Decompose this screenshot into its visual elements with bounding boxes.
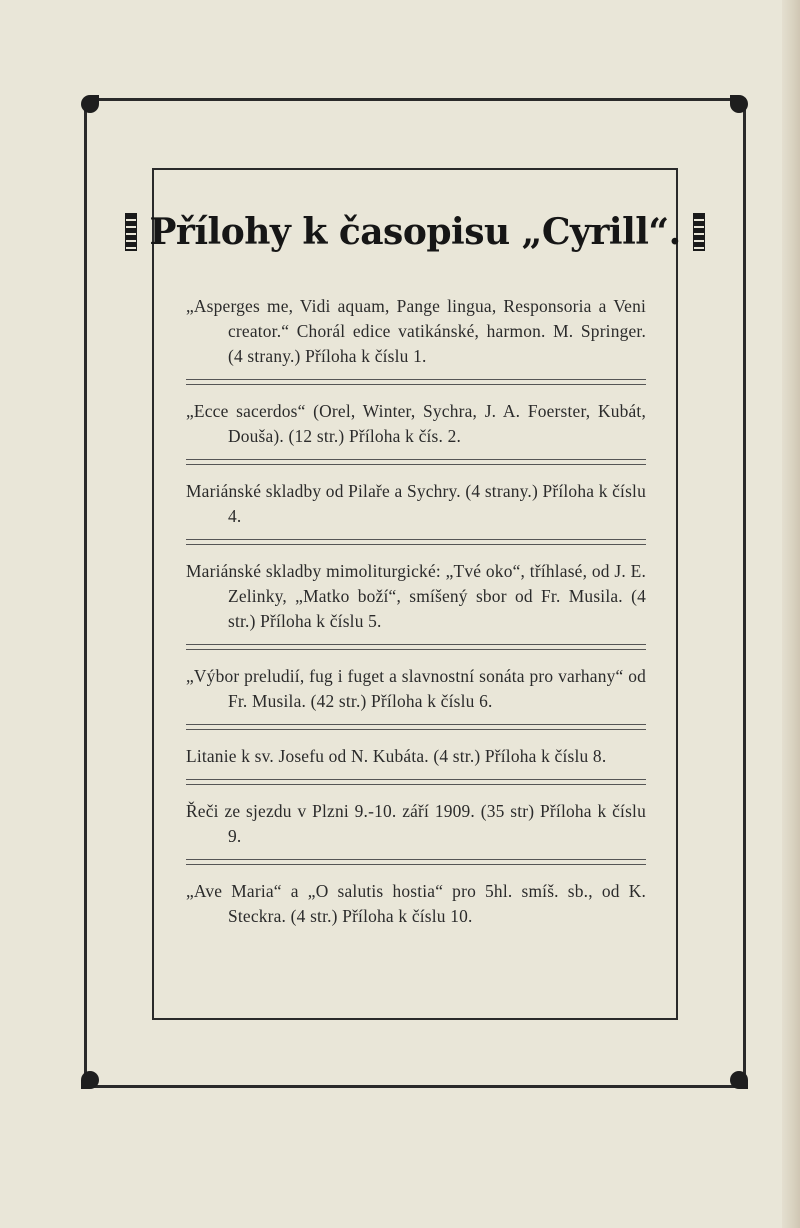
- title-ornament-left: [125, 213, 137, 251]
- title-row: [149, 204, 681, 260]
- double-rule-divider: [186, 779, 646, 785]
- supplement-list: [186, 294, 646, 929]
- supplement-entry: „Ecce sacerdos“ (Orel, Winter, Sychra, J. A. Foerster, Kubát, Douša). (12 str.) Příloha k čís. 2.: [186, 401, 646, 446]
- corner-ornament: [81, 95, 99, 113]
- page-title: Přílohy k časopisu „Cyrill“.: [149, 211, 681, 253]
- supplement-entry: „Ave Maria“ a „O salutis hostia“ pro 5hl. smíš. sb., od K. Steckra. (4 str.) Příloha k číslu 10.: [186, 881, 646, 926]
- corner-ornament: [730, 1071, 748, 1089]
- supplement-entry: „Asperges me, Vidi aquam, Pange lingua, Responsoria a Veni creator.“ Chorál edice vatikánské, harmon. M. Springer. (4 strany.) Příloha k číslu 1.: [186, 296, 646, 366]
- page-edge: [782, 0, 800, 1228]
- supplement-entry: Mariánské skladby od Pilaře a Sychry. (4 strany.) Příloha k číslu 4.: [186, 481, 646, 526]
- supplement-entry: Mariánské skladby mimoliturgické: „Tvé oko“, tříhlasé, od J. E. Zelinky, „Matko boží“, smíšený sbor od Fr. Musila. (4 str.) Příloha k číslu 5.: [186, 561, 646, 631]
- supplement-entry: Řeči ze sjezdu v Plzni 9.-10. září 1909. (35 str) Příloha k číslu 9.: [186, 801, 646, 846]
- corner-ornament: [730, 95, 748, 113]
- double-rule-divider: [186, 459, 646, 465]
- double-rule-divider: [186, 379, 646, 385]
- corner-ornament: [81, 1071, 99, 1089]
- supplement-entry: Litanie k sv. Josefu od N. Kubáta. (4 str.) Příloha k číslu 8.: [186, 746, 607, 766]
- double-rule-divider: [186, 724, 646, 730]
- title-ornament-right: [693, 213, 705, 251]
- supplement-entry: „Výbor preludií, fug i fuget a slavnostní sonáta pro varhany“ od Fr. Musila. (42 str.) Příloha k číslu 6.: [186, 666, 646, 711]
- double-rule-divider: [186, 539, 646, 545]
- double-rule-divider: [186, 644, 646, 650]
- double-rule-divider: [186, 859, 646, 865]
